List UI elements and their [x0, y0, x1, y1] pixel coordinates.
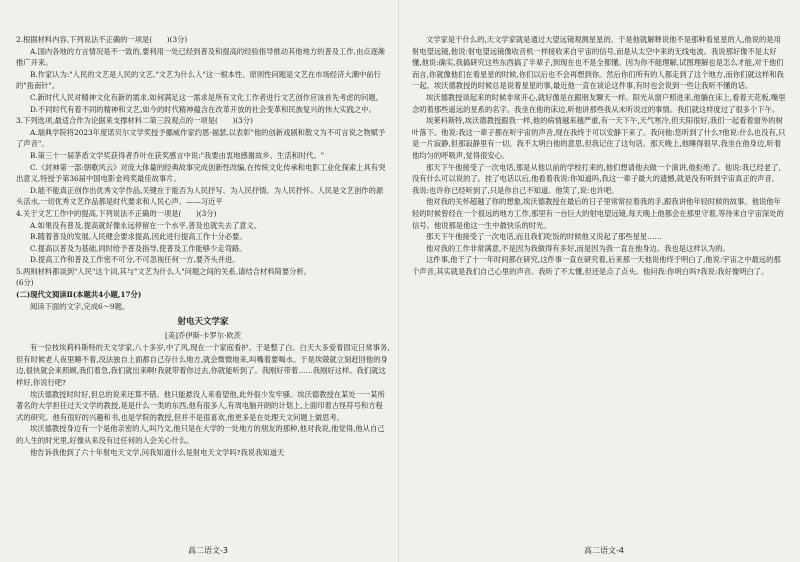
q5-stem: 5.两则材料都谈到"人民"这个词,其与"文艺为什么人"问题之间的关系,请结合材料简要分析。 — [16, 266, 312, 276]
story-paragraph: 埃莱科斯特,埃沃德教授跟我一样,他的病情越来越严重,有一天下午,天气寒冷,但天阳很好,我们一起看着窗外的树叶落下。他说:我这一辈子都在听宇宙的声音,现在我终于可以安静下来了。我问他:您听到了什么?他说:什么也没有,只是一片寂静,但那寂静里有一切。我不太明白他的意思,但我记住了这句话。那天晚上,他睡得很早,我坐在他身边,听着他均匀的呼吸声,觉得很安心。 — [412, 116, 786, 160]
section-heading: (二)现代文阅读Ⅱ(本题共4小题,17分) — [16, 290, 142, 300]
q4-option-a: A.如果没有普及,提高就好像永远停留在一个水平,普及也就失去了意义。 — [30, 220, 262, 230]
story-paragraph: 那天下午他接受了一次电话,而且我们吃饭的时候他又说起了那些星星…… — [426, 232, 662, 242]
q2-option-a: A.国内各地的方言情况是不一致的,要利用一处已经到普及和提高的经验指导推动其他地方的普及工作,由点逐渐推广开来。 — [16, 46, 386, 68]
q3-option-a: A.瑞典学院将2023年度诺贝尔文学奖授予挪威作家约恩·福瑟,以表彰"他的创新戏剧和散文为不可言说之物赋予了声音"。 — [16, 127, 386, 149]
q3-option-d: D.能不能真正创作出优秀文学作品,关键在于能否为人民抒写、为人民抒情、为人民抒怀。人民是文艺创作的源头活水,一切优秀文艺作品都是时代要求和人民心声。——习近平 — [16, 185, 384, 207]
q2-stem: 2.根据材料内容,下列说法不正确的一项是( )(3分) — [16, 35, 188, 44]
right-page — [406, 34, 790, 562]
story-paragraph: 埃沃德教授时时好,但总的说来还算不错。他只能悬没人来看望他,此外很少发牢骚。埃沃德教授在某处一一某所著名的大学担任过天文学的教授,是是什么一类的东西,他有很多人,有周电脑开朗的计划上,上面印着古怪符号和方程式的研究。他有很好的兴趣和书,也是学院的教授,但并不是很喜欢,他更多是在处理天文问题上做思考。 — [16, 389, 385, 422]
q5-score: (6分) — [16, 278, 34, 288]
left-page-content — [16, 34, 390, 458]
page-divider — [398, 0, 399, 562]
story-paragraph: 有一位枝埃莉科斯特的天文学家,八十多岁,中了风,现在一个家庭看护。于是整了白。白天大多爱着固定日常事务,但有时候老人夜里睡不着,没法独自上面都自己存什么地方,就会微微地来,叫嘴着要喝水。于是埃兢就立刻赶回他的身边,很快就会来照顾,我们着急,我们就出来啊!我就带着你过去,你就能听到了。我刚好带着……我刚好这样。我们就这样好,你说行吧? — [16, 343, 390, 388]
q2-option-b: B.作家认为:"人民的文艺是人民的文艺,"文艺为什么人"这一根本性、原则性问题是文艺在市场经济大潮中前行的"指南针"。 — [16, 69, 381, 91]
left-page-number: 高二语文-3 — [188, 546, 228, 555]
q3-option-b: B.第三十一届茅盾文学奖获得者乔叶在获奖感言中说:"我要由衷地感谢故乡、生活和时代。" — [30, 150, 325, 160]
left-page — [10, 34, 394, 562]
story-paragraph: 这件事,他干了十一年时间都在研究,这件事一直在研究着,后来那一天他说他终于明白了,他说:宇宙之中最远的那个声音,其实就是我们自己心里的声音。我听了不太懂,但还是点了点头。他问我:你明白吗?我说:我好像明白了。 — [412, 255, 781, 276]
story-author: [美]乔伊斯·卡罗尔·欧茨 — [164, 331, 241, 341]
q4-option-b: B.随着普及的发展,人民健会要求提高,因此进行提高工作十分必要。 — [30, 232, 247, 242]
right-page-content — [412, 34, 786, 277]
section-instruction: 阅读下面的文字,完成6～9题。 — [30, 301, 130, 311]
story-paragraph: 他告诉我他到了六十年射电天文学,问我知道什么是射电天文学吗?我说我知道天 — [30, 447, 285, 457]
right-page-number: 高二语文-4 — [584, 546, 624, 555]
q2-option-d: D.不同时代有着不同的精神和文艺,如今的时代精神蕴含在改革开放的社会变革和民族复兴的伟大实践之中。 — [30, 104, 376, 114]
story-paragraph: 他对我的工作非常满意,不是因为我做得有多好,而是因为我一直在他身边。我也是这样认为的。 — [426, 243, 730, 253]
story-paragraph: 他对我的关怀超越了你的想象,埃沃德教授在最后的日子里常常拉着我的手,跟我讲他年轻时候的故事。他说他年轻的时候曾经在一个很远的地方工作,那里有一台巨大的射电望远镜,每天晚上他都会在那里守着,等待来自宇宙深处的信号。他说那是他这一生中最快乐的时光。 — [412, 197, 784, 230]
q3-stem: 3.下列选项,最适合作为论据来支撑材料二第三段观点的一项是( )(3分) — [16, 116, 253, 126]
q4-stem: 4.关于文艺工作中的提高,下列说法不正确的一项是( )(3分) — [16, 208, 217, 218]
story-paragraph: 那天下午他接受了一次电话,那是从他以前的学校打来的,他们想请他去做一个演讲,他拒绝了。他说:我已经老了,没有什么可以说的了。挂了电话以后,他看着我说:你知道吗,我这一辈子最大的遗憾,就是没有听到宇宙真正的声音。我说:也许你已经听到了,只是你自己不知道。他笑了,说:也许吧。 — [412, 162, 781, 195]
q2-option-c: C.新时代人民对精神文化有新的需求,如何满足这一需求是所有文化工作者进行文艺创作应该首先考虑的问题。 — [30, 92, 383, 102]
q3-option-c: C.《封神第一部:朝歌风云》对庞大体量的经典故事完成创新性改编,在传统文化传承和电影工业化探索上具有突出意义,特授予第36届中国电影金鸡奖最佳故事片。 — [16, 162, 386, 184]
story-paragraph: 埃沃德教授身边有一个是他亲密的人,叫乃文,他只是在大学的一处地方的朋友的那种,他对我说,他觉得,他从自己的人生的时光里,好像从来没有过任何的人会关心什么。 — [16, 424, 385, 445]
q4-option-d: D.提高工作和普及工作密不可分,不可忽视任何一方,要齐头并进。 — [30, 255, 240, 265]
story-title: 射电天文学家 — [177, 317, 229, 328]
story-paragraph: 文学家是干什么的,天文学家就是通过大望远镜观测星星的。于是他就解释说他不是那种看星星的人,他说的是用射电望远镜,他说:射电望远镜像收音机一样接收来自宇宙的信号,而是从太空中来的无线电波。我说那好像不是太好懂,他说:确实,我搞研究这些东西搞了半辈子,到现在也不是全都懂。因为你不能理解,试图理解也是怎么才能,对于他们而言,你就像他们在看星星的时候,你们以后也不会再想到你。然后你们所有的人都走到了这个地方,而你们就这样和我一起。埃沃德教授的时候总是说着星星的事,最近他一直在谈论这件事,有时也会说到一些让我听不懂的话。 — [412, 35, 784, 91]
q4-option-c: C.提高以普及为基础,同时给予普及指导,使普及工作能够少走弯路。 — [30, 243, 247, 253]
story-paragraph: 埃沃德教授谈起来的时候非常开心,就好像是在跟朋友聊天一样。阳光从窗户照进来,他躺在床上,看着天花板,嘴里念叨着那些遥远的星系的名字。我坐在他的床边,听他讲那些我从未听说过的事情。我们就这样度过了很多个下午。 — [412, 92, 786, 114]
